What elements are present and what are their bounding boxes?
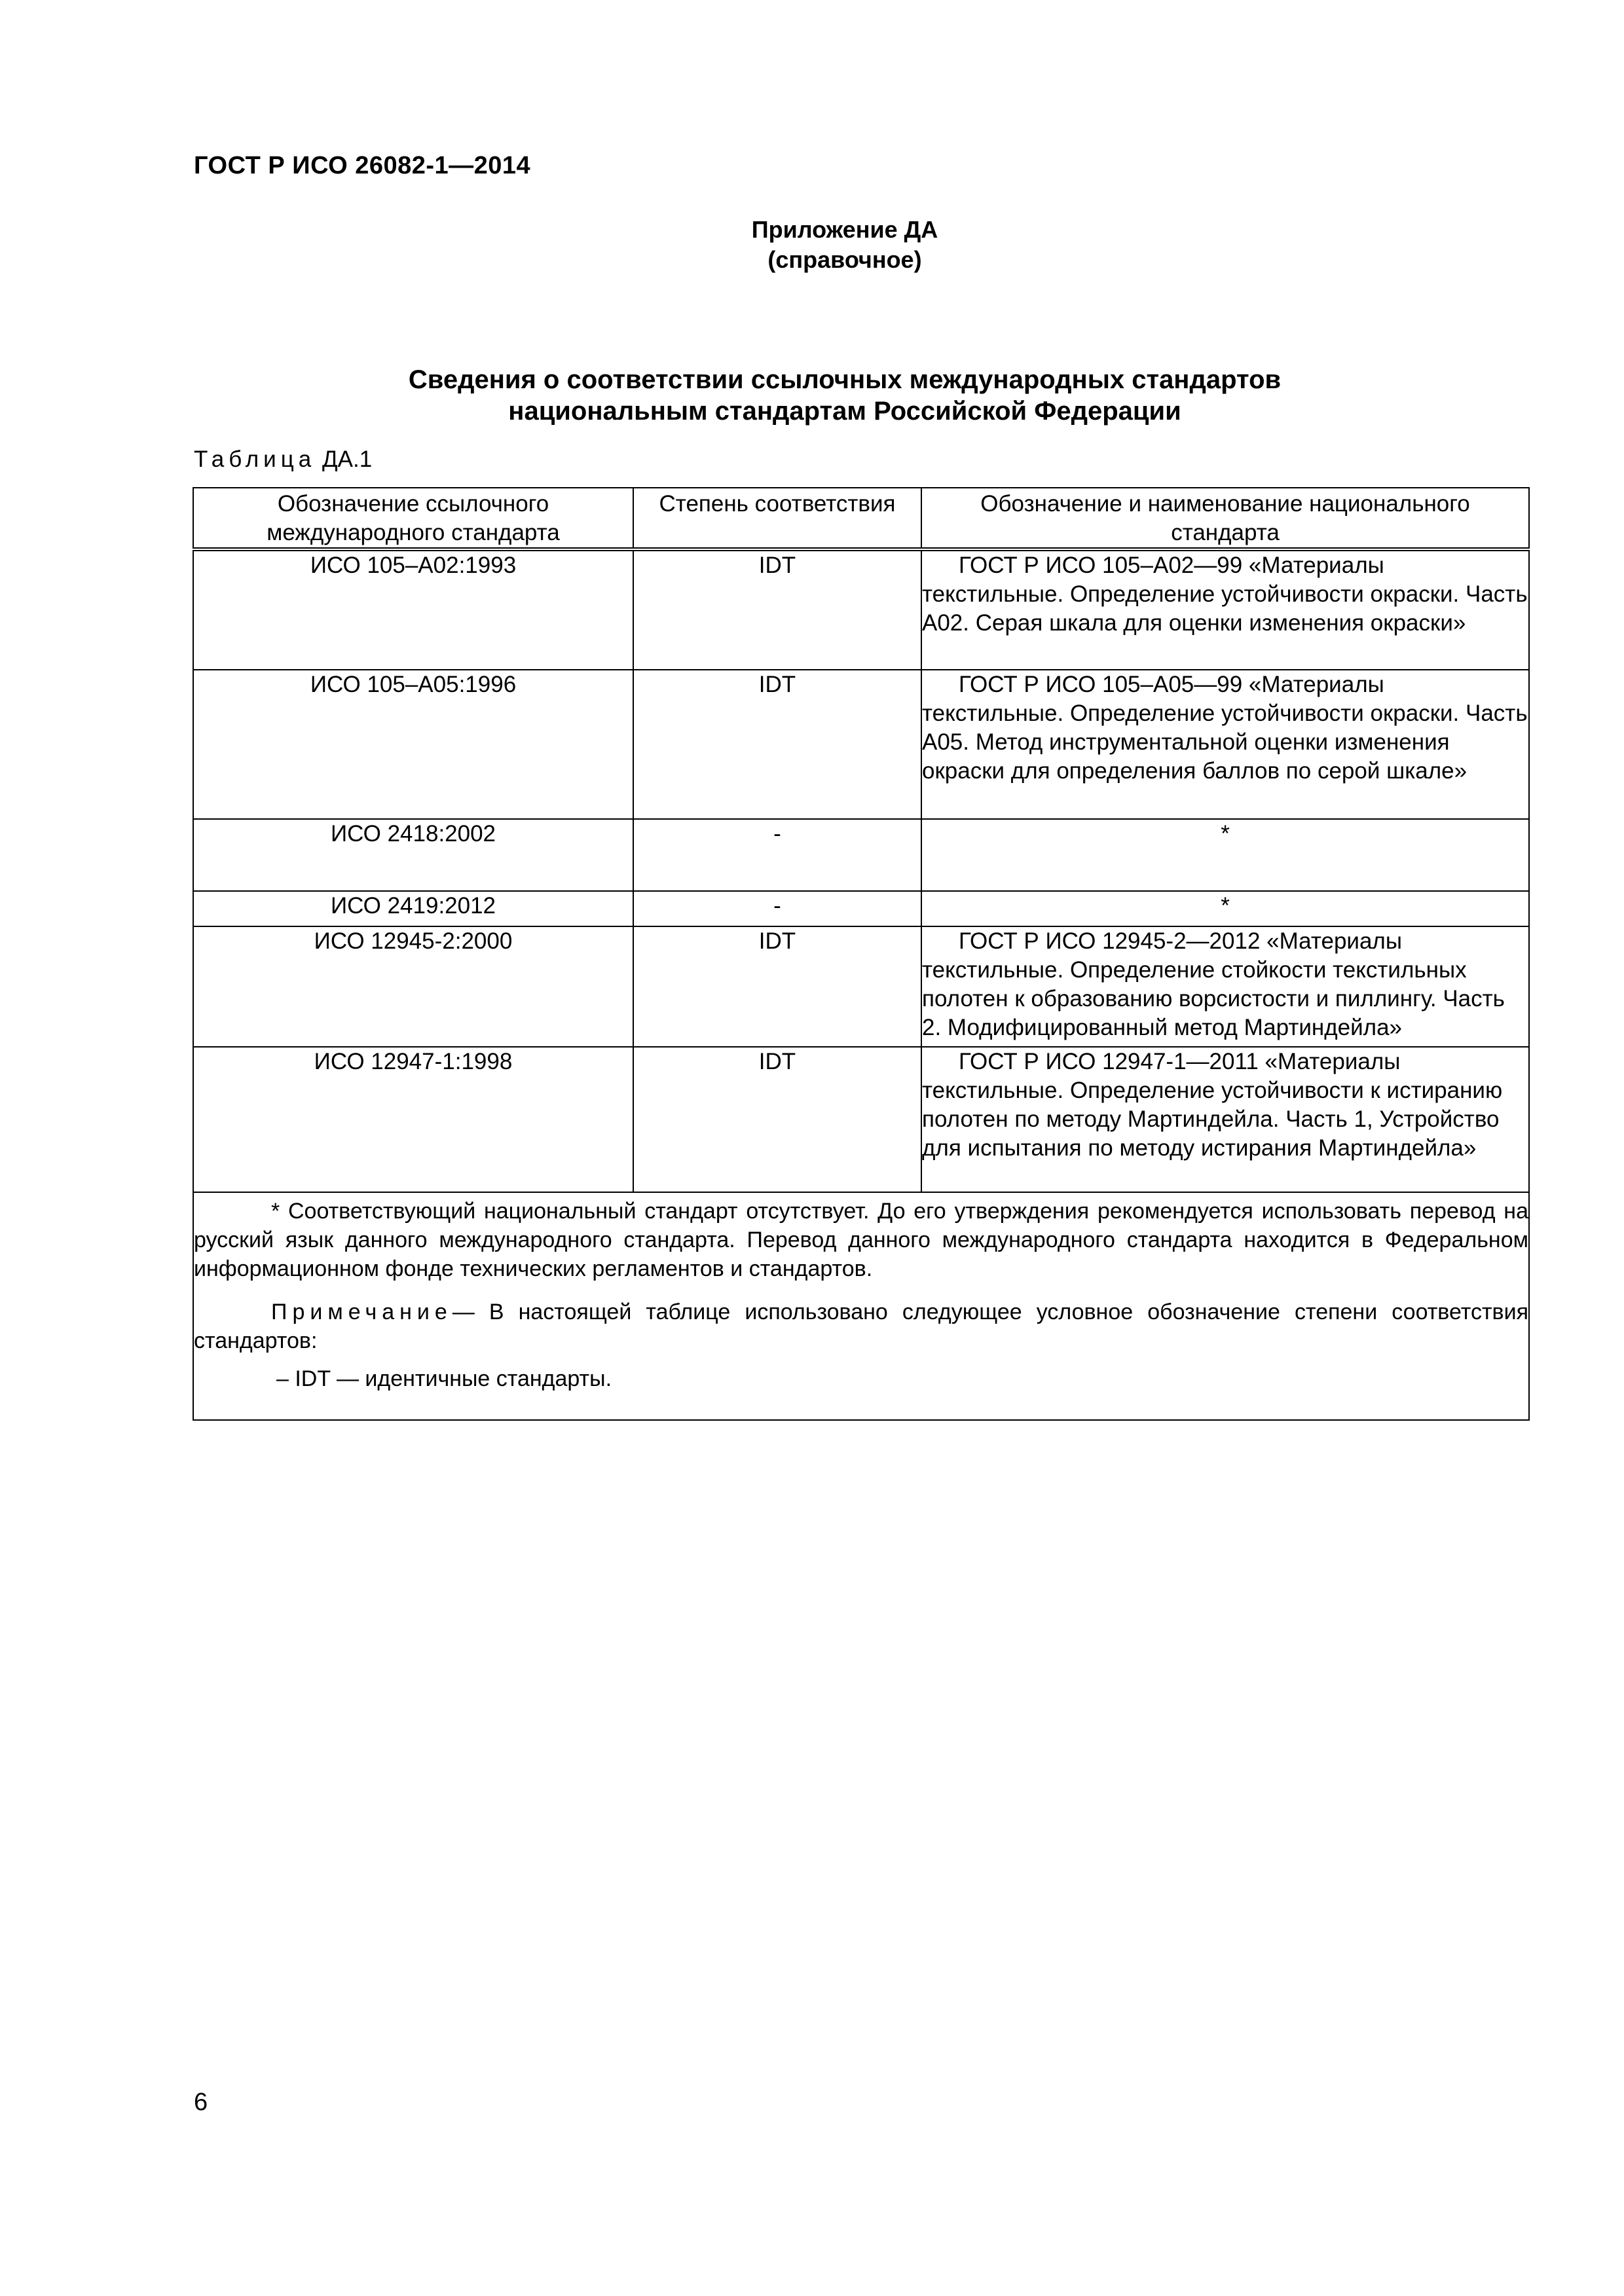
cell-national [921, 926, 1529, 1047]
header-degree: Степень соответствия [633, 488, 921, 549]
table-row [193, 819, 1529, 891]
table-caption-word: Таблица [194, 446, 316, 472]
table-footnote-cell [193, 1192, 1529, 1420]
header-international: Обозначение ссылочного международного стандарта [193, 488, 633, 549]
cell-international: ИСО 105–А05:1996 [193, 670, 633, 819]
cell-national-text: ГОСТ Р ИСО 105–А02—99 «Материалы текстильные. Определение устойчивости окраски. Часть А02. Серая шкала для оценки изменения окраски» [922, 553, 1528, 636]
document-id: ГОСТ Р ИСО 26082-1—2014 [194, 152, 531, 179]
table-row [193, 549, 1529, 670]
cell-national-text: ГОСТ Р ИСО 12945-2—2012 «Материалы текстильные. Определение стойкости текстильных полотен к образованию ворсистости и пиллингу. Часть 2. Модифицированный метод Мартиндейла» [922, 928, 1505, 1040]
annex-subtitle: (справочное) [767, 246, 922, 273]
cell-international: ИСО 12947-1:1998 [193, 1047, 633, 1192]
correspondence-table [193, 487, 1530, 1421]
cell-degree: IDT [633, 1047, 921, 1192]
annex-title: Приложение ДА [751, 216, 938, 243]
annex-heading [0, 215, 1624, 275]
table-row [193, 891, 1529, 926]
correspondence-table-container [193, 487, 1528, 1421]
note-label: Примечание [271, 1300, 452, 1324]
table-row [193, 1047, 1529, 1192]
cell-national-text: ГОСТ Р ИСО 12947-1—2011 «Материалы текстильные. Определение устойчивости к истиранию полотен по методу Мартиндейла. Часть 1, Устройство для испытания по методу истирания Мартиндейла» [922, 1049, 1503, 1161]
cell-degree: IDT [633, 670, 921, 819]
header-national: Обозначение и наименование национального стандарта [921, 488, 1529, 549]
table-footnote-row [193, 1192, 1529, 1420]
footnote-text: * Соответствующий национальный стандарт отсутствует. До его утверждения рекомендуется использовать перевод на русский язык данного международного стандарта. Перевод данного международного стандарта находится в Федеральном информационном фонде технических регламентов и стандартов. [194, 1199, 1528, 1281]
cell-national [921, 670, 1529, 819]
section-title [0, 364, 1624, 427]
cell-national: * [921, 819, 1529, 891]
cell-national [921, 549, 1529, 670]
cell-international: ИСО 12945-2:2000 [193, 926, 633, 1047]
cell-international: ИСО 2418:2002 [193, 819, 633, 891]
table-caption-number: ДА.1 [322, 446, 373, 472]
table-header-row [193, 488, 1529, 549]
note-item: – IDT — идентичные стандарты. [276, 1366, 612, 1391]
cell-national: * [921, 891, 1529, 926]
table-caption [194, 446, 372, 473]
cell-degree: - [633, 891, 921, 926]
cell-degree: IDT [633, 549, 921, 670]
cell-international: ИСО 105–А02:1993 [193, 549, 633, 670]
cell-national [921, 1047, 1529, 1192]
note-text: — В настоящей таблице использовано следующее условное обозначение степени соответствия стандартов: [194, 1300, 1528, 1353]
section-title-line2: национальным стандартам Российской Федерации [508, 397, 1181, 426]
page-number: 6 [194, 2088, 208, 2116]
cell-international: ИСО 2419:2012 [193, 891, 633, 926]
cell-degree: IDT [633, 926, 921, 1047]
table-row [193, 926, 1529, 1047]
note-paragraph [194, 1298, 1528, 1355]
table-row [193, 670, 1529, 819]
cell-national-text: ГОСТ Р ИСО 105–А05—99 «Материалы текстильные. Определение устойчивости окраски. Часть А05. Метод инструментальной оценки изменения окраски для определения баллов по серой шкале» [922, 672, 1528, 784]
section-title-line1: Сведения о соответствии ссылочных международных стандартов [408, 365, 1282, 394]
cell-degree: - [633, 819, 921, 891]
